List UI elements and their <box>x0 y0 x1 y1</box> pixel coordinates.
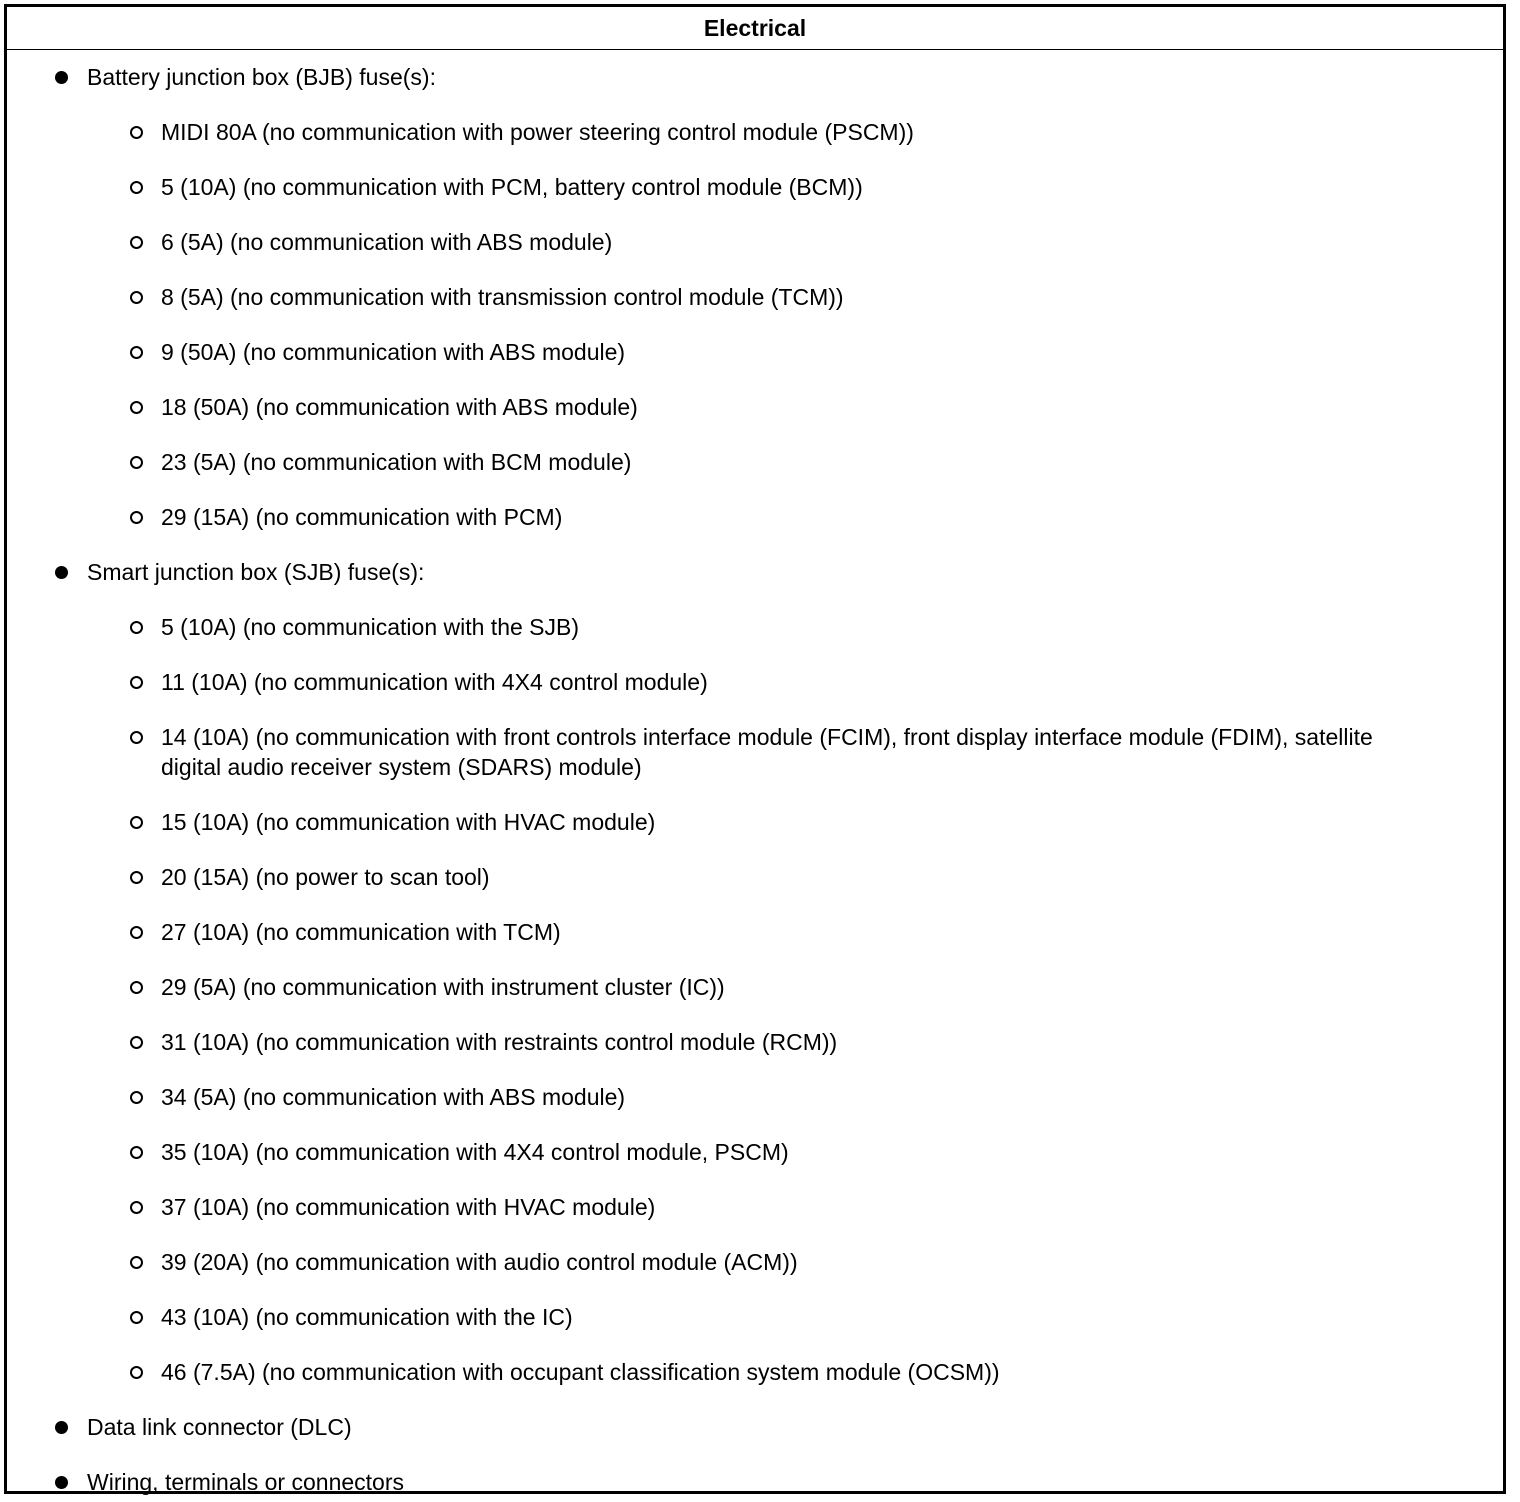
sub-list-item-label: 34 (5A) (no communication with ABS module) <box>161 1084 626 1110</box>
sub-list-item-label: 5 (10A) (no communication with the SJB) <box>161 614 580 640</box>
bullet-hollow-icon <box>130 1366 143 1379</box>
sub-list-item-label: 9 (50A) (no communication with ABS module) <box>161 339 626 365</box>
list-item-label: Battery junction box (BJB) fuse(s): <box>87 64 436 90</box>
bullet-filled-icon <box>55 566 68 579</box>
bullet-hollow-icon <box>130 926 143 939</box>
bullet-hollow-icon <box>130 126 143 139</box>
sub-list-item-label: 46 (7.5A) (no communication with occupant classification system module (OCSM)) <box>161 1359 1000 1385</box>
list-item-label: Data link connector (DLC) <box>87 1414 352 1440</box>
sub-list-item-label: MIDI 80A (no communication with power steering control module (PSCM)) <box>161 119 914 145</box>
bullet-hollow-icon <box>130 731 143 744</box>
sub-list-item-label: 35 (10A) (no communication with 4X4 control module, PSCM) <box>161 1139 789 1165</box>
bullet-filled-icon <box>55 1421 68 1434</box>
bullet-hollow-icon <box>130 456 143 469</box>
sub-list-item-label: 29 (15A) (no communication with PCM) <box>161 504 563 530</box>
sub-list-item-label: 5 (10A) (no communication with PCM, battery control module (BCM)) <box>161 174 863 200</box>
bullet-hollow-icon <box>130 621 143 634</box>
bullet-hollow-icon <box>130 1146 143 1159</box>
bullet-hollow-icon <box>130 1036 143 1049</box>
electrical-checks-table <box>4 4 1506 1494</box>
bullet-hollow-icon <box>130 1256 143 1269</box>
bullet-hollow-icon <box>130 401 143 414</box>
sub-list-item-label: 20 (15A) (no power to scan tool) <box>161 864 490 890</box>
sub-list-item-label: 6 (5A) (no communication with ABS module) <box>161 229 613 255</box>
sub-list-item-label: 27 (10A) (no communication with TCM) <box>161 919 561 945</box>
bullet-hollow-icon <box>130 816 143 829</box>
list-item-label: Wiring, terminals or connectors <box>87 1469 404 1495</box>
sub-list-item-label: 8 (5A) (no communication with transmission control module (TCM)) <box>161 284 844 310</box>
sub-list-item-label: 29 (5A) (no communication with instrument cluster (IC)) <box>161 974 725 1000</box>
sub-list-item-label: 14 (10A) (no communication with front controls interface module (FCIM), front display interface module (FDIM), satellite digital audio receiver system (SDARS) module) <box>161 724 1373 780</box>
sub-list-item-label: 31 (10A) (no communication with restraints control module (RCM)) <box>161 1029 838 1055</box>
bullet-hollow-icon <box>130 981 143 994</box>
bullet-filled-icon <box>55 1476 68 1489</box>
bullet-hollow-icon <box>130 676 143 689</box>
bullet-filled-icon <box>55 71 68 84</box>
sub-list-item-label: 18 (50A) (no communication with ABS module) <box>161 394 638 420</box>
sub-list-item-label: 23 (5A) (no communication with BCM module) <box>161 449 632 475</box>
bullet-hollow-icon <box>130 291 143 304</box>
list-item-label: Smart junction box (SJB) fuse(s): <box>87 559 425 585</box>
table-header: Electrical <box>7 7 1503 50</box>
bullet-hollow-icon <box>130 1201 143 1214</box>
bullet-hollow-icon <box>130 871 143 884</box>
sub-list-item-label: 37 (10A) (no communication with HVAC module) <box>161 1194 656 1220</box>
bullet-hollow-icon <box>130 236 143 249</box>
bullet-hollow-icon <box>130 511 143 524</box>
bullet-hollow-icon <box>130 346 143 359</box>
sub-list-item-label: 15 (10A) (no communication with HVAC module) <box>161 809 656 835</box>
sub-list-item-label: 43 (10A) (no communication with the IC) <box>161 1304 573 1330</box>
bullet-hollow-icon <box>130 1311 143 1324</box>
sub-list-item-label: 11 (10A) (no communication with 4X4 control module) <box>161 669 708 695</box>
sub-list-item-label: 39 (20A) (no communication with audio control module (ACM)) <box>161 1249 798 1275</box>
bullet-hollow-icon <box>130 181 143 194</box>
bullet-hollow-icon <box>130 1091 143 1104</box>
